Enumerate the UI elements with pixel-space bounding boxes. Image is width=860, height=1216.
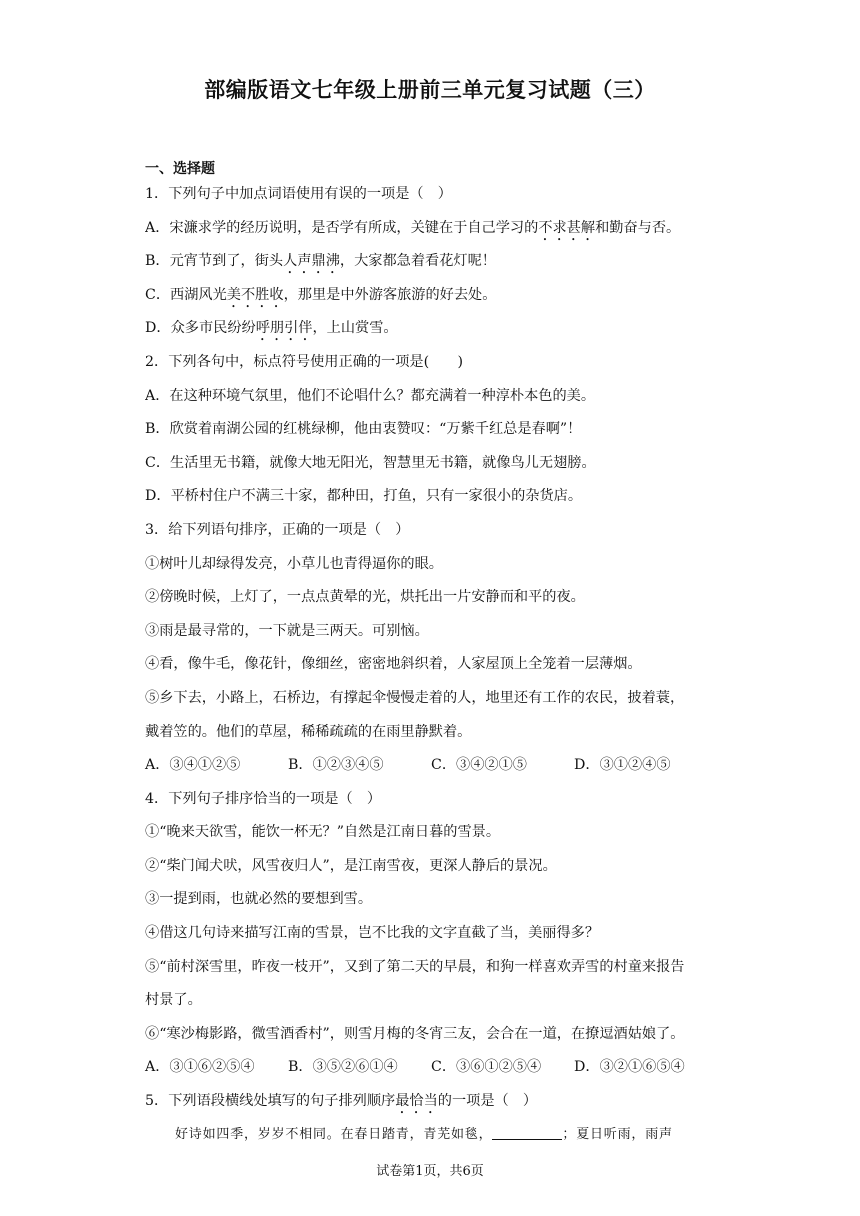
q3-sentence-3: ③雨是最寻常的，一下就是三两天。可别恼。 [145,622,429,639]
dotted-term: 最恰当 [395,1093,438,1110]
q1-option-a: A．宋濂求学的经历说明，是否学有所成，关键在于自己学习的不求甚解和勤奋与否。 [145,219,681,236]
dotted-term: 人声鼎沸 [283,253,340,270]
q4-option-a: A．③①⑥②⑤④ [145,1059,255,1076]
q4-options [145,1056,717,1090]
q3-sentence-1: ①树叶儿却绿得发亮，小草儿也青得逼你的眼。 [145,555,443,572]
q1-option-b: B．元宵节到了，街头人声鼎沸，大家都急着看花灯呢！ [145,253,496,270]
q3-options [145,754,717,788]
dotted-term: 呼朋引伴 [255,320,313,337]
q4-sentence-6: ⑥“寒沙梅影路，微雪酒香村”，则雪月梅的冬宵三友，会合在一道，在撩逗酒姑娘了。 [145,1025,685,1042]
section-heading: 一、选择题 [145,161,215,177]
q2-option-a: A．在这种环境气氛里，他们不论唱什么？都充满着一种淳朴本色的美。 [145,387,596,404]
questions [145,183,717,1154]
dotted-term: 美不胜收 [226,286,284,303]
q2-stem: 2．下列各句中，标点符号使用正确的一项是( ) [145,353,464,370]
page-footer: 试卷第1页，共6页 [376,1164,484,1179]
q3-option-d: D．③①②④⑤ [574,757,671,774]
q4-sentence-5-cont: 村景了。 [145,992,202,1009]
q2-option-c: C．生活里无书籍，就像大地无阳光，智慧里无书籍，就像鸟儿无翅膀。 [145,454,596,471]
dotted-term: 不求甚解 [538,219,596,236]
q4-sentence-1: ①“晚来天欲雪，能饮一杯无？”自然是江南日暮的雪景。 [145,824,501,841]
q4-option-b: B．③⑤②⑥①④ [288,1059,398,1076]
q4-stem: 4．下列句子排序恰当的一项是（ ） [145,790,382,807]
q1-stem: 1．下列句子中加点词语使用有误的一项是（ ） [145,186,452,202]
q5-passage: 好诗如四季，岁岁不相同。在春日踏青，青芜如毯， ；夏日听雨，雨声 [175,1126,673,1142]
q4-sentence-5: ⑤“前村深雪里，昨夜一枝开”，又到了第二天的早晨，和狗一样喜欢弄雪的村童来报告 [145,958,685,975]
q4-option-d: D．③②①⑥⑤④ [574,1059,685,1076]
q5-stem: 5．下列语段横线处填写的句子排列顺序最恰当的一项是（ ） [145,1093,538,1110]
q4-sentence-4: ④借这几句诗来描写江南的雪景，岂不比我的文字直截了当，美丽得多？ [145,925,600,942]
answer-blank [492,1125,562,1140]
q3-option-b: B．①②③④⑤ [288,757,384,774]
page-title: 部编版语文七年级上册前三单元复习试题（三） [204,78,656,102]
q3-sentence-5: ⑤乡下去，小路上，石桥边，有撑起伞慢慢走着的人，地里还有工作的农民，披着蓑， [145,689,685,706]
q4-sentence-3: ③一提到雨，也就必然的要想到雪。 [145,891,373,908]
q4-option-c: C．③⑥①②⑤④ [431,1059,542,1076]
q3-stem: 3．给下列语句排序，正确的一项是（ ） [145,521,410,538]
q3-option-a: A．③④①②⑤ [145,757,241,774]
q1-option-c: C．西湖风光美不胜收，那里是中外游客旅游的好去处。 [145,286,497,303]
q4-sentence-2: ②“柴门闻犬吠，风雪夜归人”，是江南雪夜，更深人静后的景况。 [145,857,557,874]
q3-sentence-2: ②傍晚时候，上灯了，一点点黄晕的光，烘托出一片安静而和平的夜。 [145,589,585,606]
q1-option-d: D．众多市民纷纷呼朋引伴，上山赏雪。 [145,320,398,337]
q2-option-d: D．平桥村住户不满三十家，都种田，打鱼，只有一家很小的杂货店。 [145,488,583,505]
q2-option-b: B．欣赏着南湖公园的红桃绿柳，他由衷赞叹：“万紫千红总是春啊”！ [145,421,582,438]
q3-option-c: C．③④②①⑤ [431,757,527,774]
q3-sentence-4: ④看，像牛毛，像花针，像细丝，密密地斜织着，人家屋顶上全笼着一层薄烟。 [145,656,642,673]
q3-sentence-5-cont: 戴着笠的。他们的草屋，稀稀疏疏的在雨里静默着。 [145,723,472,740]
